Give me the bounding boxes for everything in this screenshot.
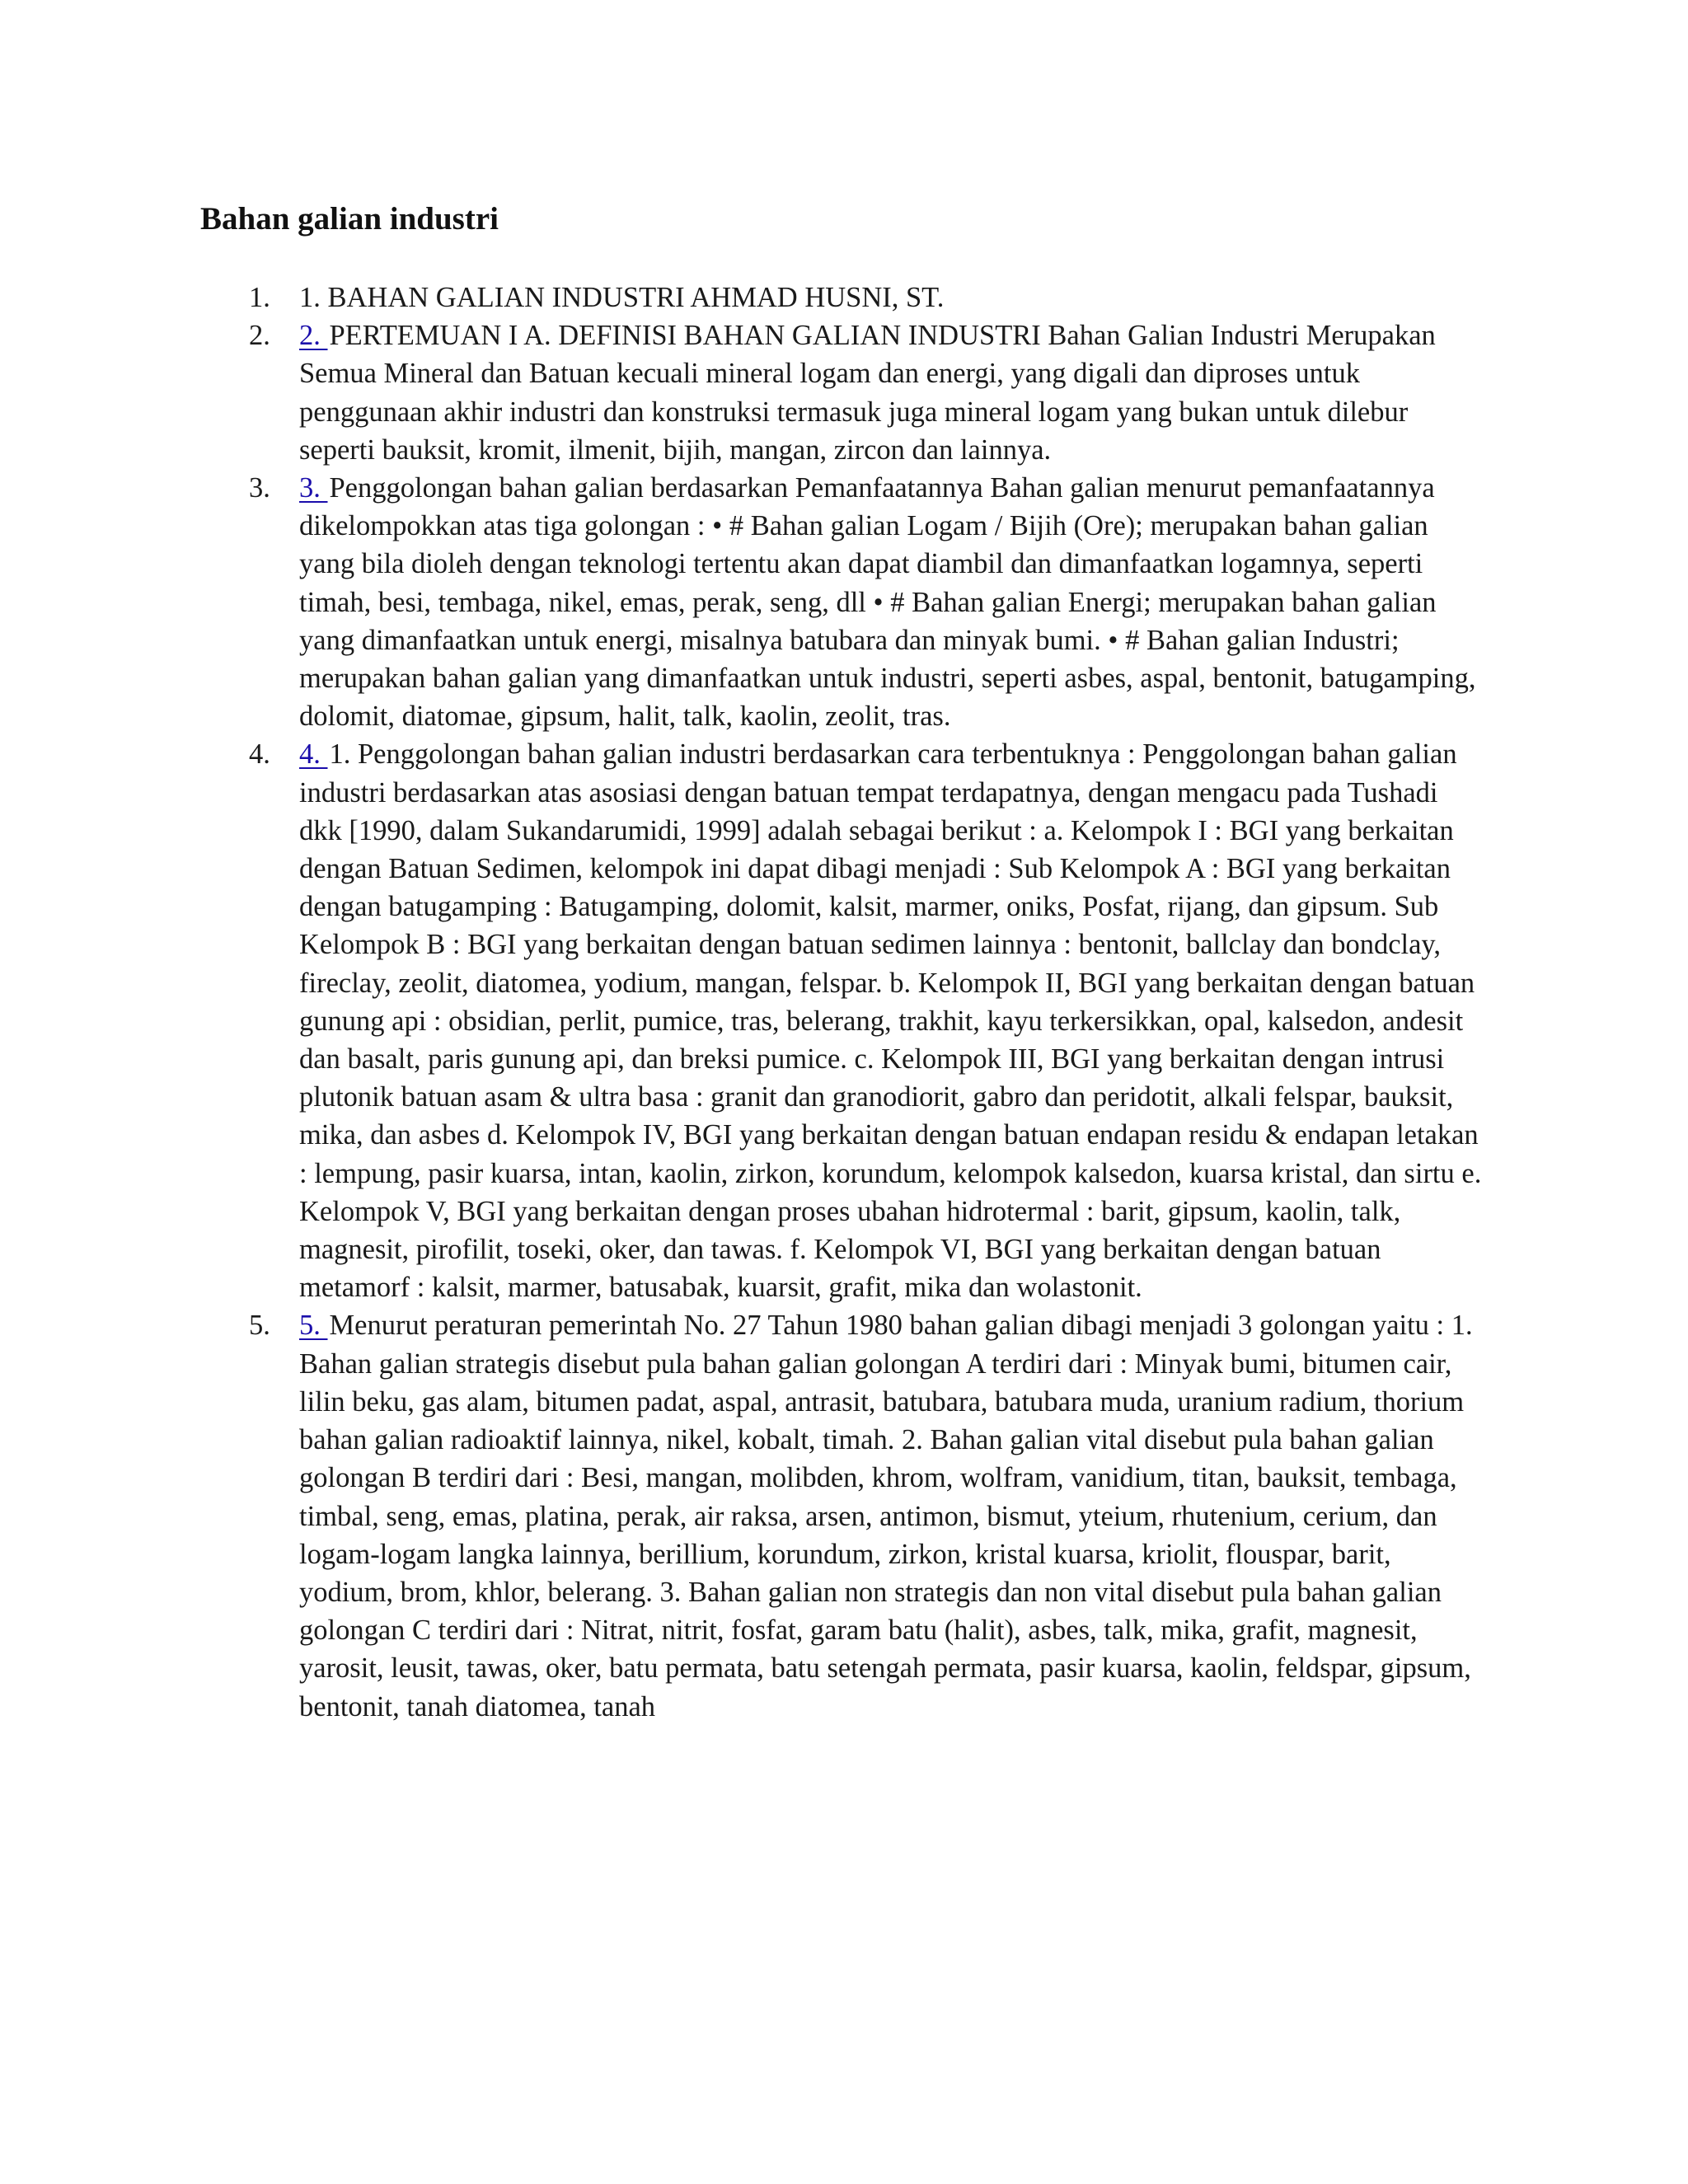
list-item-number: 4. [249, 738, 270, 771]
list-item-content [299, 738, 1481, 1303]
list-item-2 [201, 316, 1487, 469]
numbered-list [201, 279, 1487, 1726]
list-item-4 [201, 735, 1487, 1306]
list-item-3 [201, 469, 1487, 735]
list-item-number: 3. [249, 472, 270, 504]
list-item-1 [201, 279, 1487, 316]
list-item-5 [201, 1306, 1487, 1725]
list-item-number: 1. [249, 282, 270, 313]
list-item-content [299, 472, 1476, 732]
list-item-text: 1. Penggolongan bahan galian industri berdasarkan cara terbentuknya : Penggolongan bahan galian industri berdasarkan atas asosiasi dengan batuan tempat terdapatnya, dengan mengacu pada Tushadi dkk [1990, dalam Sukandarumidi, 1999] adalah sebagai berikut : a. Kelompok I : BGI yang berkaitan dengan Batuan Sedimen, kelompok ini dapat dibagi menjadi : Sub Kelompok A : BGI yang berkaitan dengan batugamping : Batugamping, dolomit, kalsit, marmer, oniks, Posfat, rijang, dan gipsum. Sub Kelompok B : BGI yang berkaitan dengan batuan sedimen lainnya : bentonit, ballclay dan bondclay, fireclay, zeolit, diatomea, yodium, mangan, felspar. b. Kelompok II, BGI yang berkaitan dengan batuan gunung api : obsidian, perlit, pumice, tras, belerang, trakhit, kayu terkersikkan, opal, kalsedon, andesit dan basalt, paris gunung api, dan breksi pumice. c. Kelompok III, BGI yang berkaitan dengan intrusi plutonik batuan asam & ultra basa : granit dan granodiorit, gabro dan peridotit, alkali felspar, bauksit, mika, dan asbes d. Kelompok IV, BGI yang berkaitan dengan batuan endapan residu & endapan letakan : lempung, pasir kuarsa, intan, kaolin, zirkon, korundum, kelompok kalsedon, kuarsa kristal, dan sirtu e. Kelompok V, BGI yang berkaitan dengan proses ubahan hidrotermal : barit, gipsum, kaolin, talk, magnesit, pirofilit, toseki, oker, dan tawas. f. Kelompok VI, BGI yang berkaitan dengan batuan metamorf : kalsit, marmer, batusabak, kuarsit, grafit, mika dan wolastonit. [299, 738, 1482, 1304]
list-item-number: 5. [249, 1310, 270, 1342]
page-title: Bahan galian industri [200, 201, 499, 237]
list-item-text: PERTEMUAN I A. DEFINISI BAHAN GALIAN INDUSTRI Bahan Galian Industri Merupakan Semua Mineral dan Batuan kecuali mineral logam dan energi, yang digali dan diproses untuk penggunaan akhir industri dan konstruksi termasuk juga mineral logam yang bukan untuk dilebur seperti bauksit, kromit, ilmenit, bijih, mangan, zircon dan lainnya. [299, 320, 1436, 466]
item-link-4[interactable]: 4. [299, 738, 328, 771]
list-item-content [299, 1310, 1473, 1722]
list-item-number: 2. [249, 320, 270, 352]
list-item-text: 1. BAHAN GALIAN INDUSTRI AHMAD HUSNI, ST. [299, 282, 945, 313]
list-item-content [299, 320, 1436, 466]
list-item-text: Penggolongan bahan galian berdasarkan Pemanfaatannya Bahan galian menurut pemanfaatannya dikelompokkan atas tiga golongan : • # Bahan galian Logam / Bijih (Ore); merupakan bahan galian yang bila dioleh dengan teknologi tertentu akan dapat diambil dan dimanfaatkan logamnya, seperti timah, besi, tembaga, nikel, emas, perak, seng, dll • # Bahan galian Energi; merupakan bahan galian yang dimanfaatkan untuk energi, misalnya batubara dan minyak bumi. • # Bahan galian Industri; merupakan bahan galian yang dimanfaatkan untuk industri, seperti asbes, aspal, bentonit, batugamping, dolomit, diatomae, gipsum, halit, talk, kaolin, zeolit, tras. [299, 472, 1476, 733]
list-item-text: Menurut peraturan pemerintah No. 27 Tahun 1980 bahan galian dibagi menjadi 3 golongan yaitu : 1. Bahan galian strategis disebut pula bahan galian golongan A terdiri dari : Minyak bumi, bitumen cair, lilin beku, gas alam, bitumen padat, aspal, antrasit, batubara, batubara muda, uranium radium, thorium bahan galian radioaktif lainnya, nikel, kobalt, timah. 2. Bahan galian vital disebut pula bahan galian golongan B terdiri dari : Besi, mangan, molibden, khrom, wolfram, vanidium, titan, bauksit, tembaga, timbal, seng, emas, platina, perak, air raksa, arsen, antimon, bismut, yteium, rhutenium, cerium, dan logam-logam langka lainnya, berillium, korundum, zirkon, kristal kuarsa, kriolit, flouspar, barit, yodium, brom, khlor, belerang. 3. Bahan galian non strategis dan non vital disebut pula bahan galian golongan C terdiri dari : Nitrat, nitrit, fosfat, garam batu (halit), asbes, talk, mika, grafit, magnesit, yarosit, leusit, tawas, oker, batu permata, batu setengah permata, pasir kuarsa, kaolin, feldspar, gipsum, bentonit, tanah diatomea, tanah [299, 1310, 1473, 1722]
item-link-5[interactable]: 5. [299, 1310, 328, 1342]
item-link-2[interactable]: 2. [299, 320, 328, 352]
item-link-3[interactable]: 3. [299, 472, 328, 504]
